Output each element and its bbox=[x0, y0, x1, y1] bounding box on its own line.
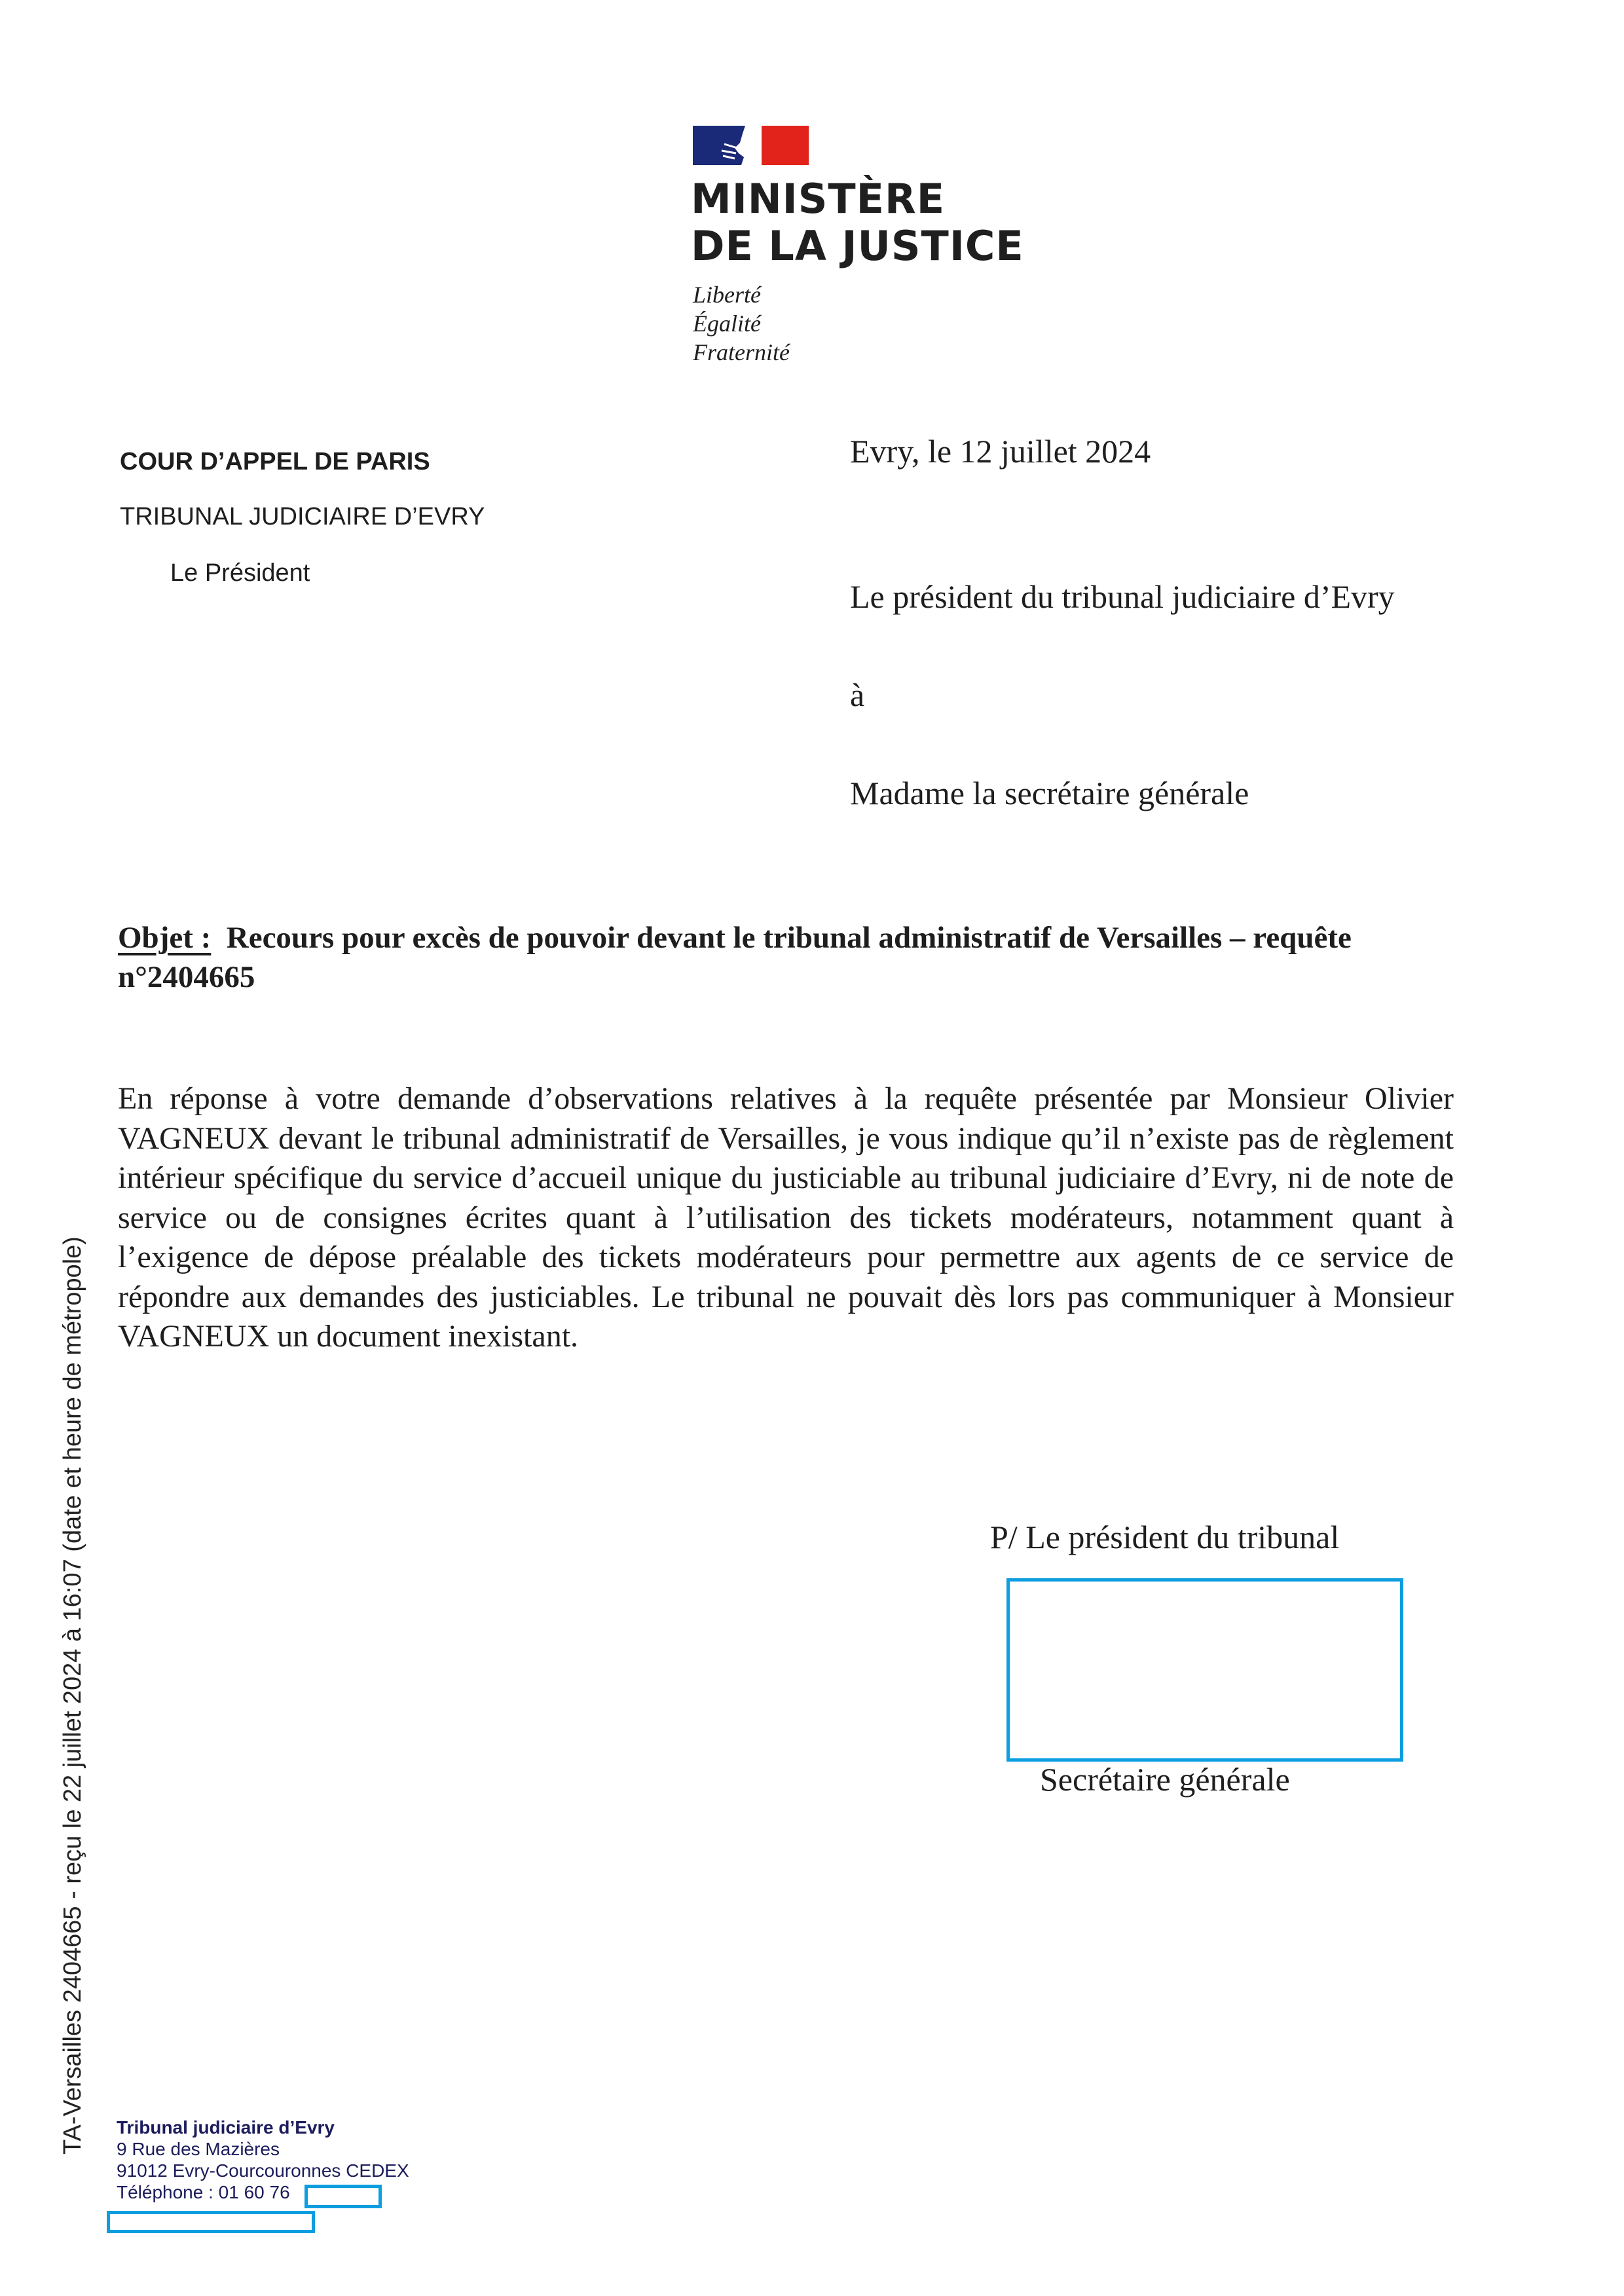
ministry-title-line2: DE LA JUSTICE bbox=[691, 222, 1024, 270]
motto-egalite: Égalité bbox=[693, 310, 761, 337]
receipt-stamp: TA-Versailles 2404665 - reçu le 22 juillet 2024 à 16:07 (date et heure de métropole) bbox=[59, 1236, 86, 2155]
sender-role: Le Président bbox=[170, 559, 310, 587]
ministry-title bbox=[691, 176, 1024, 270]
ministry-title-line1: MINISTÈRE bbox=[691, 175, 946, 223]
subject-label: Objet : bbox=[118, 921, 212, 955]
letter-date: Evry, le 12 juillet 2024 bbox=[850, 433, 1151, 470]
court-name: COUR D’APPEL DE PARIS bbox=[120, 448, 430, 475]
footer-phone: Téléphone : 01 60 76 bbox=[117, 2182, 290, 2202]
redacted-footer-line-box bbox=[107, 2211, 315, 2233]
signature-for-line: P/ Le président du tribunal bbox=[990, 1519, 1340, 1555]
motto-liberte: Liberté bbox=[693, 282, 761, 308]
addressee-preposition: à bbox=[850, 676, 865, 713]
redacted-signature-box bbox=[1006, 1578, 1403, 1762]
signatory-title: Secrétaire générale bbox=[1040, 1761, 1290, 1798]
marianne-flag-icon bbox=[693, 124, 809, 166]
subject-line bbox=[118, 918, 1454, 997]
footer-tribunal-name: Tribunal judiciaire d’Evry bbox=[117, 2117, 335, 2138]
sender-line: Le président du tribunal judiciaire d’Evry bbox=[850, 578, 1395, 615]
footer-street: 9 Rue des Mazières bbox=[117, 2139, 280, 2159]
republic-motto bbox=[693, 280, 790, 367]
tribunal-name: TRIBUNAL JUDICIAIRE D’EVRY bbox=[120, 503, 485, 530]
motto-fraternite: Fraternité bbox=[693, 339, 790, 365]
subject-text: Recours pour excès de pouvoir devant le tribunal administratif de Versailles – requête n°2404665 bbox=[118, 921, 1352, 994]
redacted-phone-box bbox=[304, 2185, 382, 2208]
recipient-line: Madame la secrétaire générale bbox=[850, 775, 1249, 811]
letter-body: En réponse à votre demande d’observations relatives à la requête présentée par Monsieur Olivier VAGNEUX devant le tribunal administratif de Versailles, je vous indique qu’il n’existe pas de règlement intérieur spécifique du service d’accueil unique du justiciable au tribunal judiciaire d’Evry, ni de note de service ou de consignes écrites quant à l’utilisation des tickets modérateurs, notamment quant à l’exigence de dépose préalable des tickets modérateurs pour permettre aux agents de ce service de répondre aux demandes des justiciables. Le tribunal ne pouvait dès lors pas communiquer à Monsieur VAGNEUX un document inexistant. bbox=[118, 1081, 1454, 1354]
footer-city: 91012 Evry-Courcouronnes CEDEX bbox=[117, 2160, 409, 2181]
